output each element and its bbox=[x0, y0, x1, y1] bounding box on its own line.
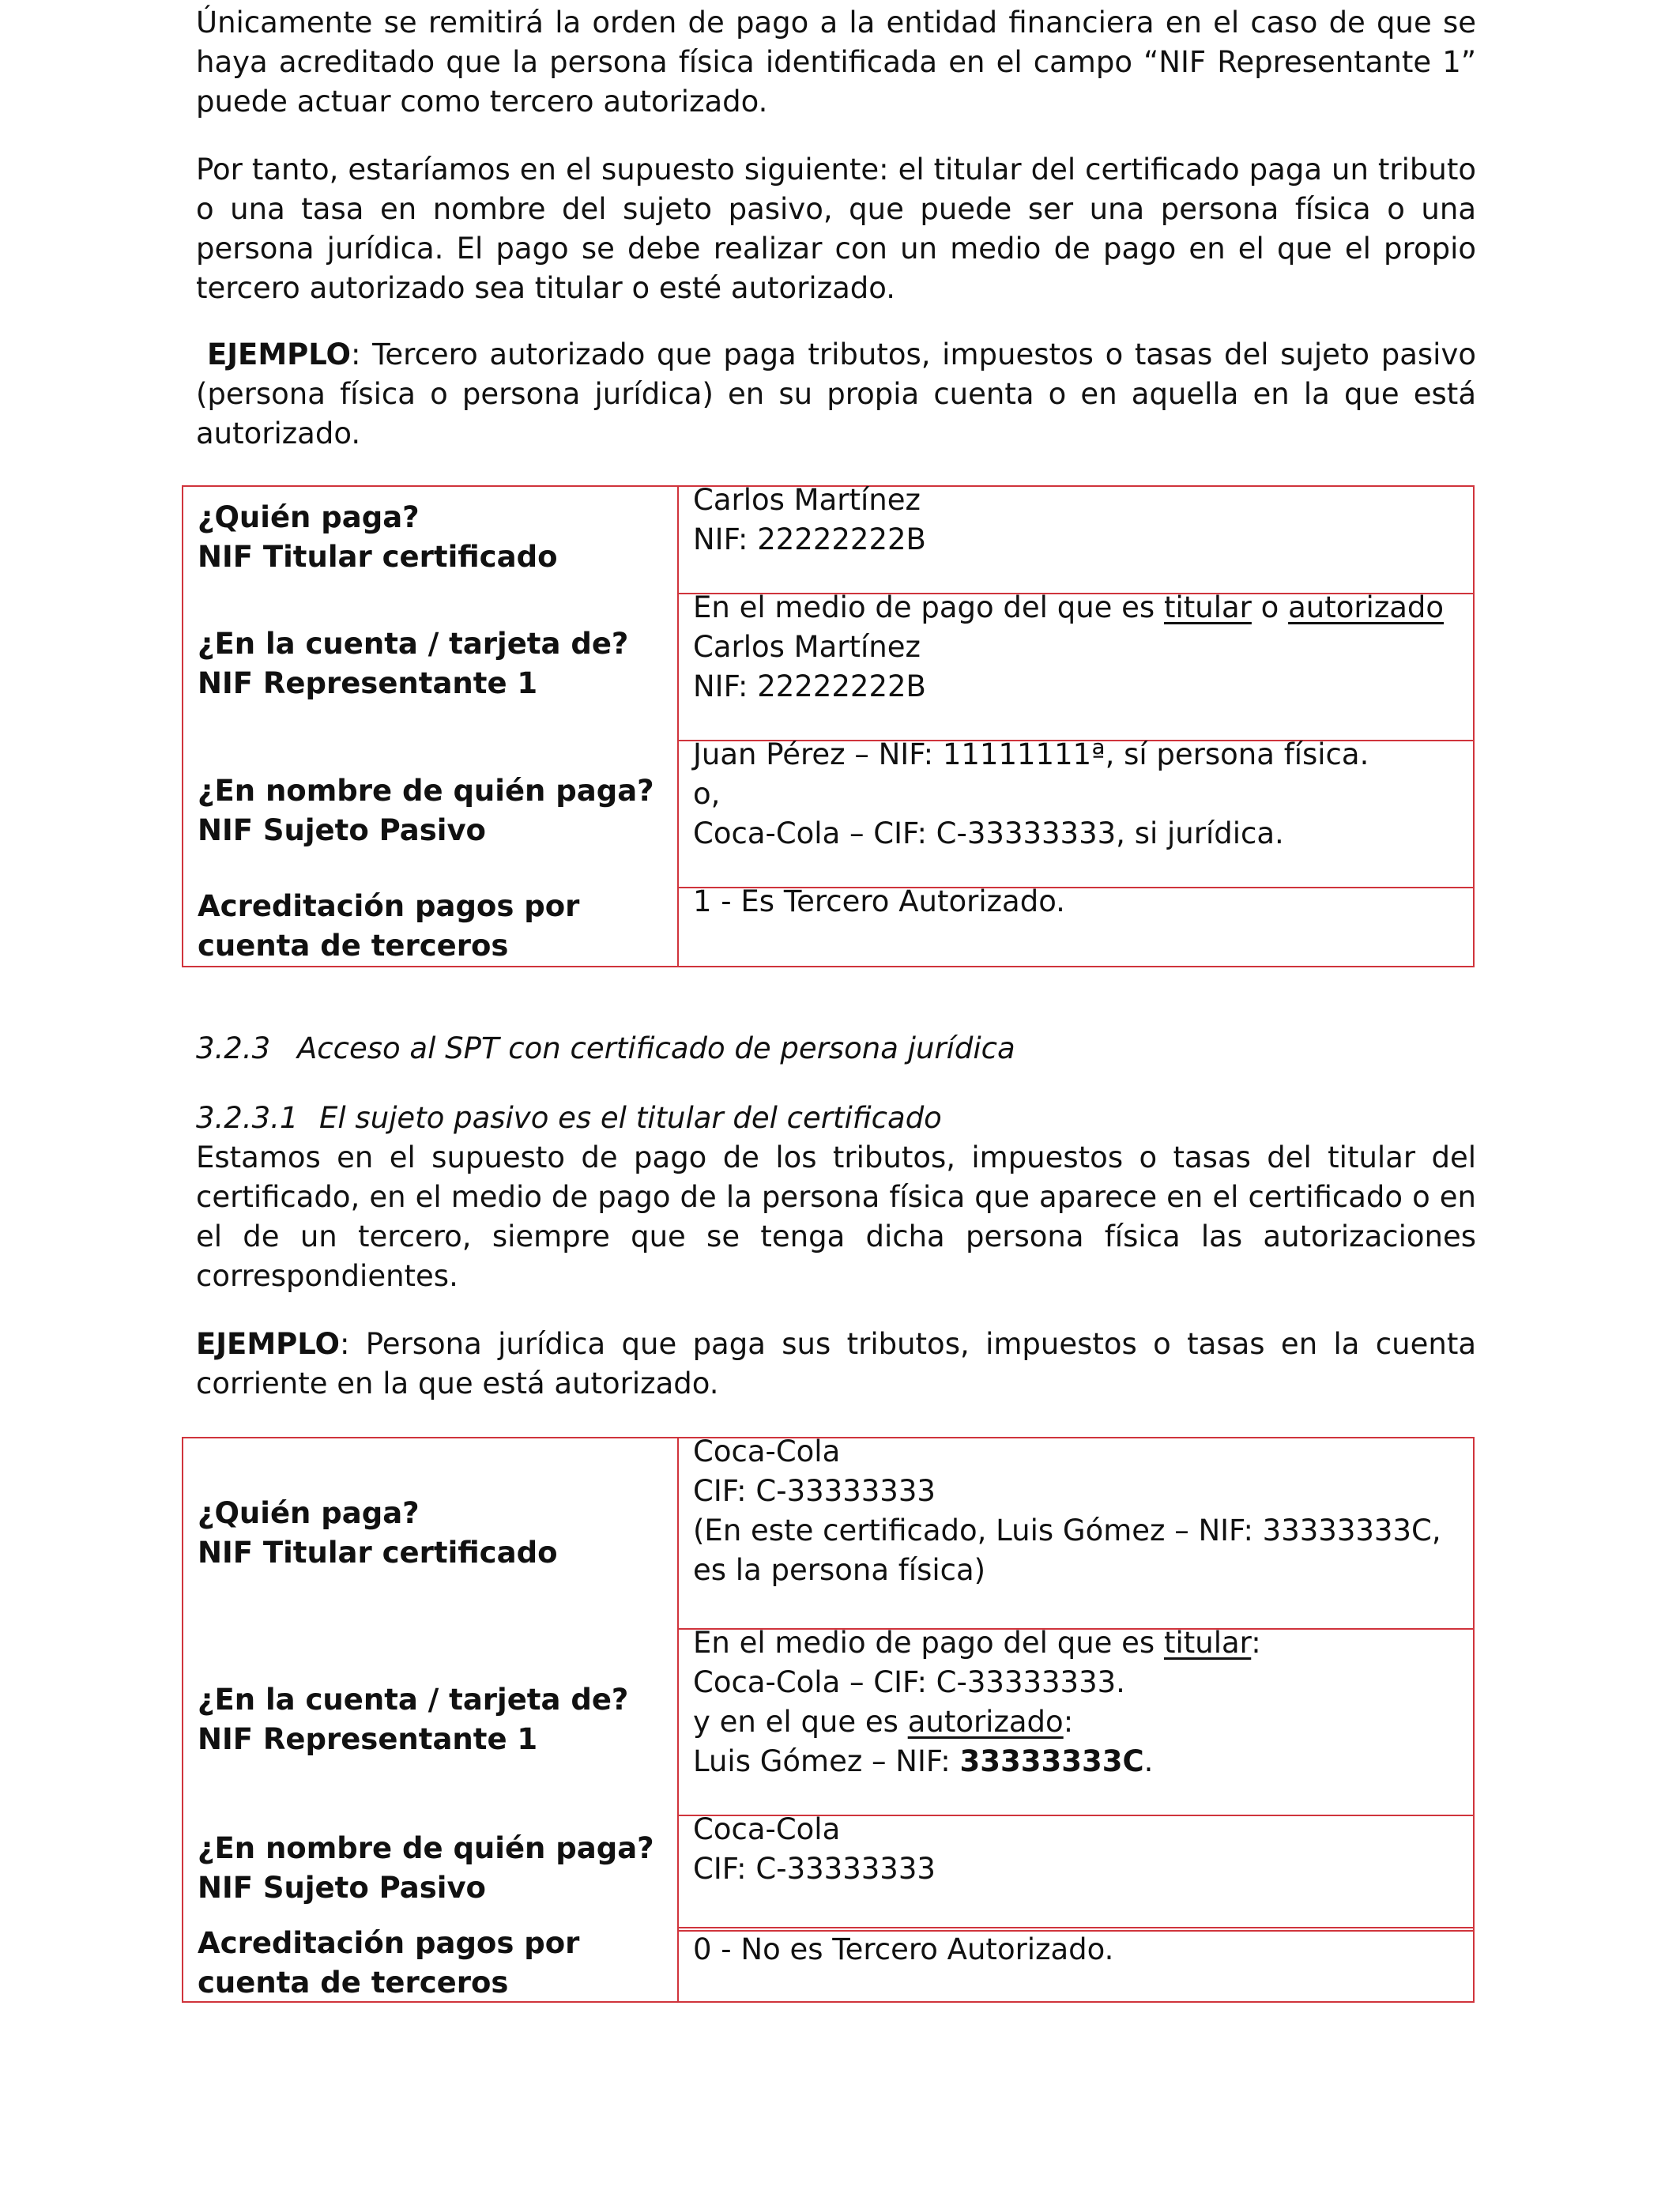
table-1-account-value: En el medio de pago del que es titular o autorizado Carlos Martínez NIF: 22222222B bbox=[693, 590, 1445, 703]
subsection-heading: 3.2.3.1 El sujeto pasivo es el titular del certificado bbox=[196, 1101, 942, 1135]
intro-paragraph-2: Por tanto, estaríamos en el supuesto siguiente: el titular del certificado paga un tributo o una tasa en nombre del sujeto pasivo, que puede ser una persona física o una persona jurídica. El pago se debe realizar con un medio de pago en el que el propio tercero autorizado sea titular o esté autorizado. bbox=[196, 153, 1476, 305]
table-2-account-label: ¿En la cuenta / tarjeta de? NIF Representante 1 bbox=[198, 1683, 629, 1756]
payment-table-2 bbox=[182, 1434, 1475, 2003]
table-1-accreditation-label: Acreditación pagos por cuenta de terceros bbox=[198, 889, 580, 963]
section-paragraph: Estamos en el supuesto de pago de los tributos, impuestos o tasas del titular del certificado, en el medio de pago de la persona física que aparece en el certificado o en el de un tercero, siempre que se tenga dicha persona física las autorizaciones correspondientes. bbox=[196, 1140, 1476, 1293]
table-2-accreditation-label: Acreditación pagos por cuenta de terceros bbox=[198, 1926, 580, 2000]
intro-paragraph-1: Únicamente se remitirá la orden de pago a la entidad financiera en el caso de que se haya acreditado que la persona física identificada en el campo “NIF Representante 1” puede actuar como tercero autorizado. bbox=[196, 6, 1476, 119]
table-2-account-value: En el medio de pago del que es titular: Coca-Cola – CIF: C-33333333. y en el que es autorizado: Luis Gómez – NIF: 33333333C. bbox=[693, 1626, 1261, 1778]
table-1-on-behalf-label: ¿En nombre de quién paga? NIF Sujeto Pasivo bbox=[198, 774, 654, 847]
table-1-accreditation-value: 1 - Es Tercero Autorizado. bbox=[693, 884, 1065, 918]
representative-nif: 33333333C bbox=[959, 1744, 1144, 1778]
example-2-text: : Persona jurídica que paga sus tributos, impuestos o tasas en la cuenta corriente en la que está autorizado. bbox=[196, 1327, 1476, 1400]
payment-table-1 bbox=[182, 485, 1475, 967]
example-1-label: EJEMPLO bbox=[207, 337, 351, 371]
table-2-on-behalf-value: Coca-Cola CIF: C-33333333 bbox=[693, 1812, 936, 1886]
table-2-row-divider bbox=[677, 1927, 1473, 1928]
example-1-paragraph bbox=[196, 335, 1476, 454]
table-1-account-label: ¿En la cuenta / tarjeta de? NIF Representante 1 bbox=[198, 627, 629, 700]
table-2-accreditation-value: 0 - No es Tercero Autorizado. bbox=[693, 1932, 1114, 1966]
table-2-column-divider bbox=[677, 1438, 679, 2001]
table-2-who-pays-label: ¿Quién paga? NIF Titular certificado bbox=[198, 1496, 558, 1570]
table-2-who-pays-value: Coca-Cola CIF: C-33333333 (En este certificado, Luis Gómez – NIF: 33333333C, es la persona física) bbox=[693, 1434, 1441, 1587]
table-1-on-behalf-value: Juan Pérez – NIF: 11111111ª, sí persona física. o, Coca-Cola – CIF: C-33333333, si jurídica. bbox=[693, 737, 1369, 850]
example-2-label: EJEMPLO bbox=[196, 1327, 340, 1361]
autorizado-term: autorizado bbox=[1288, 590, 1445, 624]
section-heading: 3.2.3 Acceso al SPT con certificado de persona jurídica bbox=[196, 1031, 1015, 1065]
example-2-paragraph bbox=[196, 1325, 1476, 1404]
autorizado-term: autorizado bbox=[907, 1705, 1064, 1739]
table-2-on-behalf-label: ¿En nombre de quién paga? NIF Sujeto Pasivo bbox=[198, 1831, 654, 1905]
table-1-column-divider bbox=[677, 487, 679, 966]
table-1-who-pays-value: Carlos Martínez NIF: 22222222B bbox=[693, 483, 926, 556]
titular-term: titular bbox=[1163, 590, 1252, 624]
example-1-text: : Tercero autorizado que paga tributos, impuestos o tasas del sujeto pasivo (persona física o persona jurídica) en su propia cuenta o en aquella en la que está autorizado. bbox=[196, 337, 1476, 450]
table-1-who-pays-label: ¿Quién paga? NIF Titular certificado bbox=[198, 500, 558, 574]
titular-term: titular bbox=[1163, 1626, 1252, 1660]
